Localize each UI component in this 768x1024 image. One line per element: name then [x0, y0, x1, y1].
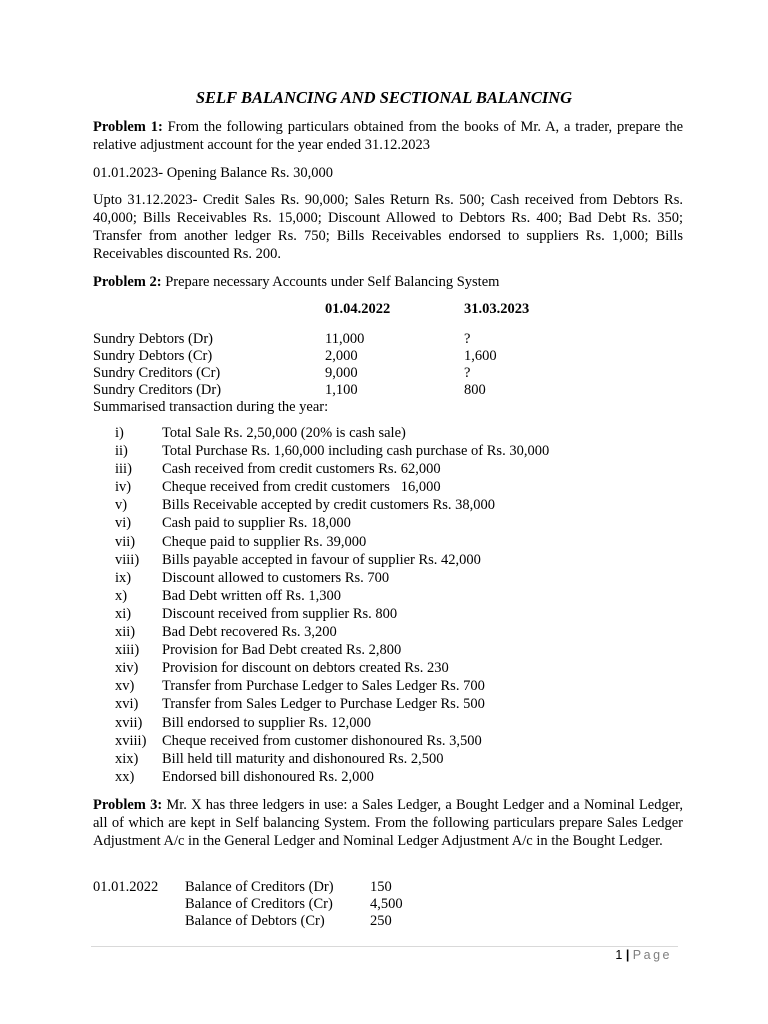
- problem-1-opening-balance: 01.01.2023- Opening Balance Rs. 30,000: [93, 165, 334, 181]
- row-closing-value: ?: [464, 331, 471, 347]
- item-number: xiv): [115, 660, 139, 677]
- problem-2-label: Problem 2:: [93, 274, 162, 290]
- row-label: Sundry Creditors (Dr): [93, 382, 222, 398]
- balance-label: Balance of Creditors (Dr): [185, 879, 334, 895]
- column-header-opening: 01.04.2022: [325, 301, 391, 317]
- item-text: Cash paid to supplier Rs. 18,000: [162, 515, 351, 532]
- item-text: Total Purchase Rs. 1,60,000 including cash purchase of Rs. 30,000: [162, 443, 550, 460]
- item-text: Transfer from Purchase Ledger to Sales Ledger Rs. 700: [162, 678, 485, 695]
- row-label: Sundry Debtors (Cr): [93, 348, 213, 364]
- item-number: vi): [115, 515, 132, 532]
- row-closing-value: 1,600: [464, 348, 497, 364]
- item-number: x): [115, 587, 128, 604]
- footer-divider: [91, 946, 678, 947]
- row-closing-value: 800: [464, 382, 486, 398]
- column-header-closing: 31.03.2023: [464, 301, 530, 317]
- row-opening-value: 9,000: [325, 365, 358, 381]
- item-text: Cash received from credit customers Rs. 62,000: [162, 461, 441, 478]
- item-text: Endorsed bill dishonoured Rs. 2,000: [162, 768, 374, 785]
- item-text: Cheque received from credit customers 16,000: [162, 479, 441, 496]
- item-number: xix): [115, 750, 139, 767]
- balance-value: 150: [370, 879, 392, 895]
- item-text: Bill held till maturity and dishonoured Rs. 2,500: [162, 750, 444, 767]
- item-number: iv): [115, 479, 132, 496]
- row-opening-value: 11,000: [325, 331, 365, 347]
- summary-label: Summarised transaction during the year:: [93, 399, 329, 415]
- row-opening-value: 2,000: [325, 348, 358, 364]
- item-number: ii): [115, 443, 128, 460]
- item-number: v): [115, 497, 128, 514]
- page-word: Page: [632, 948, 672, 962]
- item-text: Provision for discount on debtors created Rs. 230: [162, 660, 449, 677]
- document-title: SELF BALANCING AND SECTIONAL BALANCING: [195, 88, 573, 107]
- problem-2-text: Prepare necessary Accounts under Self Balancing System: [161, 274, 500, 290]
- item-text: Discount allowed to customers Rs. 700: [162, 569, 390, 586]
- balance-label: Balance of Creditors (Cr): [185, 896, 333, 912]
- balance-value: 250: [370, 913, 392, 929]
- item-text: Bad Debt written off Rs. 1,300: [162, 587, 341, 604]
- balance-label: Balance of Debtors (Cr): [185, 913, 325, 929]
- row-opening-value: 1,100: [325, 382, 358, 398]
- item-text: Discount received from supplier Rs. 800: [162, 605, 398, 622]
- problem-1-statement: [93, 118, 683, 154]
- item-text: Total Sale Rs. 2,50,000 (20% is cash sale): [162, 425, 406, 441]
- page-footer: [615, 948, 672, 962]
- item-text: Transfer from Sales Ledger to Purchase Ledger Rs. 500: [162, 696, 485, 713]
- item-text: Cheque received from customer dishonoured Rs. 3,500: [162, 732, 482, 749]
- problem-1-text: From the following particulars obtained from the books of Mr. A, a trader, prepare the relative adjustment account for the year ended 31.12.2023: [93, 119, 683, 153]
- item-text: Bad Debt recovered Rs. 3,200: [162, 624, 337, 641]
- problem-3-statement: [93, 796, 683, 850]
- item-text: Bills Receivable accepted by credit customers Rs. 38,000: [162, 497, 496, 514]
- problem-3-text: Mr. X has three ledgers in use: a Sales Ledger, a Bought Ledger and a Nominal Ledger, all of which are kept in Self balancing System. From the following particulars prepare Sales Ledger Adjustment A/c in the General Ledger and Nominal Ledger Adjustment A/c in the Bought Ledger.: [93, 797, 683, 849]
- row-closing-value: ?: [464, 365, 471, 381]
- item-number: i): [115, 425, 124, 441]
- item-number: xx): [115, 768, 135, 785]
- row-label: Sundry Creditors (Cr): [93, 365, 221, 381]
- item-number: ix): [115, 569, 132, 586]
- page-separator: |: [625, 948, 630, 962]
- item-number: xiii): [115, 642, 140, 659]
- item-text: Provision for Bad Debt created Rs. 2,800: [162, 642, 402, 659]
- item-number: iii): [115, 461, 132, 478]
- problem-1-details: Upto 31.12.2023- Credit Sales Rs. 90,000; Sales Return Rs. 500; Cash received from Debtors Rs. 40,000; Bills Receivables Rs. 15,000; Discount Allowed to Debtors Rs. 400; Bad Debt Rs. 350; Transfer from another ledger Rs. 750; Bills Receivables endorsed to suppliers Rs. 1,000; Bills Receivables discounted Rs. 200.: [93, 192, 683, 262]
- item-text: Bills payable accepted in favour of supplier Rs. 42,000: [162, 551, 481, 568]
- item-text: Cheque paid to supplier Rs. 39,000: [162, 533, 367, 550]
- problem-2-statement: [93, 273, 683, 291]
- item-number: xviii): [115, 732, 147, 749]
- item-number: xvii): [115, 714, 143, 731]
- item-number: xi): [115, 605, 132, 622]
- item-number: vii): [115, 533, 136, 550]
- item-number: xvi): [115, 696, 139, 713]
- item-number: xv): [115, 678, 135, 695]
- balance-date: 01.01.2022: [93, 879, 159, 895]
- page-number: 1: [615, 948, 623, 962]
- item-number: viii): [115, 551, 140, 568]
- problem-3-label: Problem 3:: [93, 797, 163, 813]
- problem-1-label: Problem 1:: [93, 119, 163, 135]
- row-label: Sundry Debtors (Dr): [93, 331, 214, 347]
- item-number: xii): [115, 624, 136, 641]
- balance-value: 4,500: [370, 896, 403, 912]
- item-text: Bill endorsed to supplier Rs. 12,000: [162, 714, 372, 731]
